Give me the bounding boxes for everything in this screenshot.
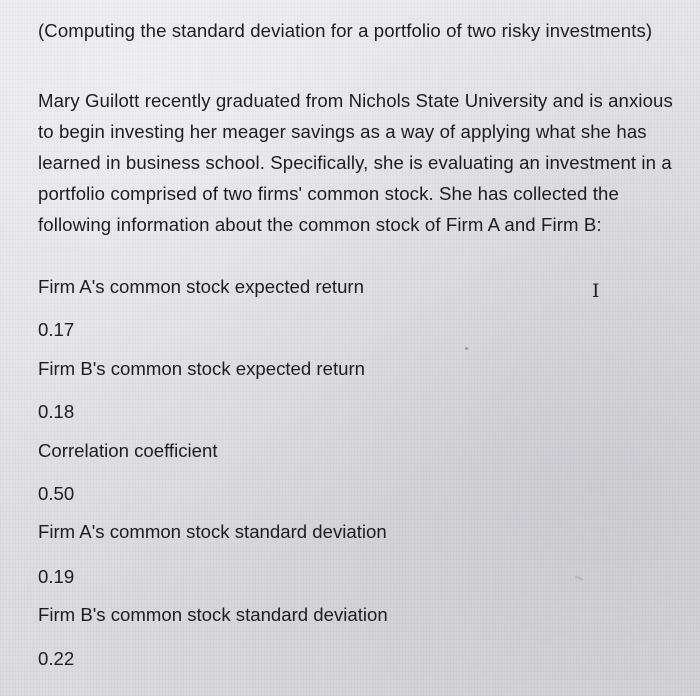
problem-text-area [38,0,688,696]
item-value-firm-b-expected-return: 0.18 [38,401,75,422]
item-value-correlation-coefficient: 0.50 [38,483,75,504]
item-value-firm-b-std-dev: 0.22 [38,648,75,669]
item-value-firm-a-expected-return: 0.17 [38,319,75,340]
text-cursor-icon: I [592,280,600,302]
problem-intro: (Computing the standard deviation for a portfolio of two risky investments) [38,20,653,41]
item-label-firm-a-expected-return: Firm A's common stock expected return [38,276,364,297]
problem-description: Mary Guilott recently graduated from Nichols State University and is anxious to begin investing her meager savings as a way of applying what she has learned in business school. Specifically, she is evaluating an investment in a portfolio comprised of two firms' common stock. She has collected the following information about the common stock of Firm A and Firm B: [38,90,673,235]
item-label-firm-b-expected-return: Firm B's common stock expected return [38,358,365,379]
item-label-correlation-coefficient: Correlation coefficient [38,440,218,461]
item-value-firm-a-std-dev: 0.19 [38,566,75,587]
screen-speck [465,347,468,350]
item-label-firm-a-std-dev: Firm A's common stock standard deviation [38,521,387,542]
item-label-firm-b-std-dev: Firm B's common stock standard deviation [38,604,388,625]
